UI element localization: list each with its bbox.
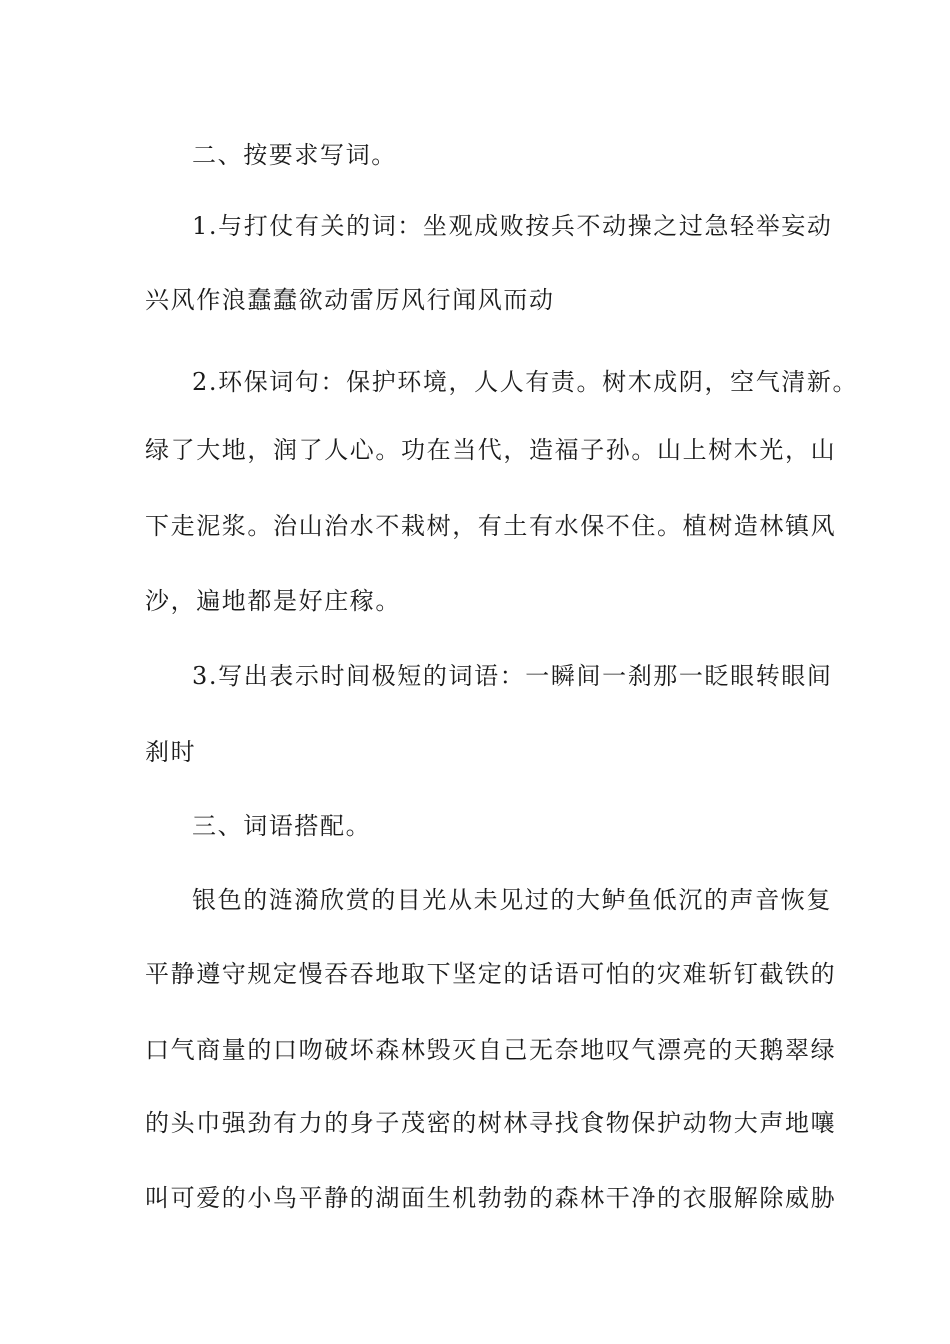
paragraph-line: 平静遵守规定慢吞吞地取下坚定的话语可怕的灾难斩钉截铁的 (145, 960, 837, 988)
paragraph-line: 2.环保词句：保护环境，人人有责。树木成阴，空气清新。 (192, 368, 859, 396)
section-heading-2: 二、按要求写词。 (192, 141, 397, 169)
paragraph-line: 兴风作浪蠢蠢欲动雷厉风行闻风而动 (145, 286, 555, 314)
paragraph-line: 口气商量的口吻破坏森林毁灭自己无奈地叹气漂亮的天鹅翠绿 (145, 1036, 837, 1064)
paragraph-line: 的头巾强劲有力的身子茂密的树林寻找食物保护动物大声地嚷 (145, 1109, 837, 1137)
paragraph-line: 银色的涟漪欣赏的目光从未见过的大鲈鱼低沉的声音恢复 (192, 886, 832, 914)
section-heading-3: 三、词语搭配。 (192, 812, 372, 840)
paragraph-line: 下走泥浆。治山治水不栽树，有土有水保不住。植树造林镇风 (145, 512, 837, 540)
paragraph-line: 1.与打仗有关的词：坐观成败按兵不动操之过急轻举妄动 (192, 212, 833, 240)
paragraph-line: 3.写出表示时间极短的词语：一瞬间一刹那一眨眼转眼间 (192, 662, 833, 690)
paragraph-line: 沙，遍地都是好庄稼。 (145, 587, 401, 615)
paragraph-line: 绿了大地，润了人心。功在当代，造福子孙。山上树木光，山 (145, 436, 837, 464)
paragraph-line: 叫可爱的小鸟平静的湖面生机勃勃的森林干净的衣服解除威胁 (145, 1184, 837, 1212)
paragraph-line: 刹时 (145, 738, 197, 766)
